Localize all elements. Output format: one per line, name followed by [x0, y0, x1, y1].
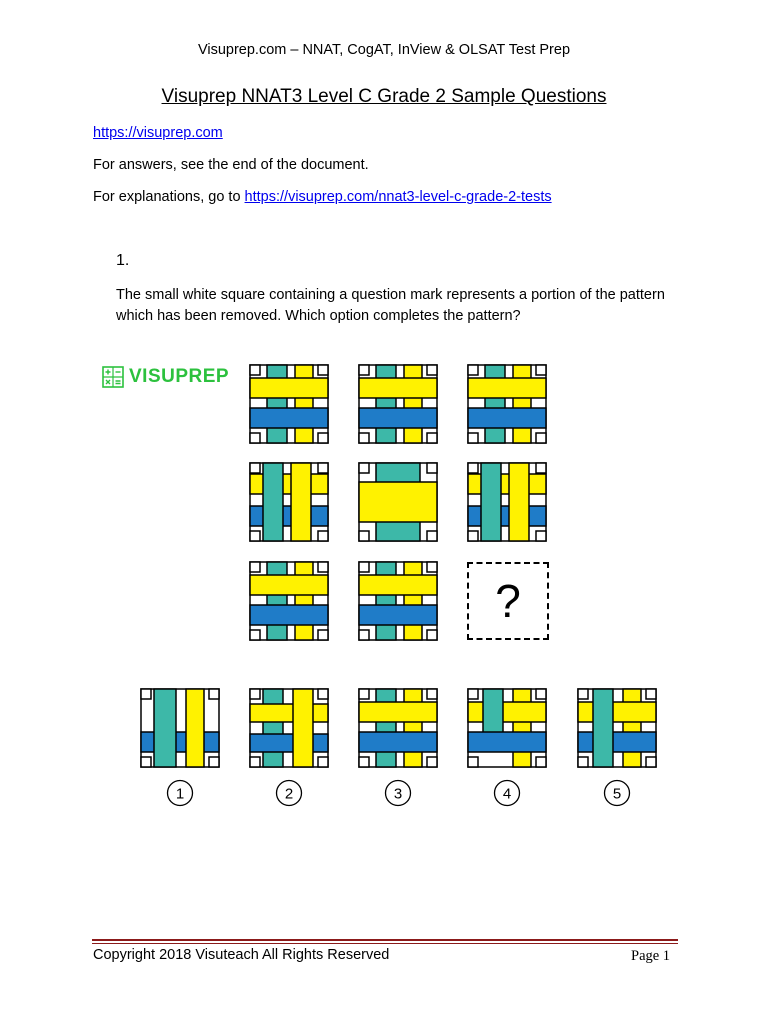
option-number: 3	[393, 785, 403, 803]
blue-horizontal-band	[250, 605, 328, 625]
pattern-graphic	[358, 462, 438, 542]
teal-vertical-strip	[263, 689, 283, 767]
corner-square	[427, 562, 437, 572]
grid-tile-r1c3	[467, 364, 547, 444]
blue-horizontal-band	[141, 732, 219, 752]
page-number: Page 1	[631, 948, 671, 964]
teal-vertical-strip	[593, 689, 613, 767]
footer-divider	[92, 939, 678, 945]
yellow-vertical-strip	[513, 365, 531, 443]
pattern-graphic	[467, 462, 547, 542]
pattern-graphic	[249, 688, 329, 768]
corner-square	[427, 463, 437, 473]
yellow-vertical-strip	[293, 689, 313, 767]
yellow-vertical-strip	[291, 463, 311, 541]
tile-background	[468, 689, 546, 767]
yellow-vertical-strip	[513, 689, 531, 767]
option-circle	[274, 778, 304, 808]
blue-horizontal-band	[578, 732, 656, 752]
blue-horizontal-band	[359, 732, 437, 752]
blue-horizontal-band	[359, 605, 437, 625]
pattern-graphic	[467, 688, 547, 768]
option-4-tile[interactable]	[467, 688, 547, 768]
corner-square	[536, 531, 546, 541]
blue-horizontal-band	[359, 408, 437, 428]
corner-square	[359, 630, 369, 640]
tile-background	[250, 365, 328, 443]
option-number: 1	[175, 785, 185, 803]
option-circle	[602, 778, 632, 808]
yellow-vertical-strip	[404, 689, 422, 767]
corner-square	[250, 531, 260, 541]
corner-square	[318, 630, 328, 640]
teal-vertical-strip	[481, 463, 501, 541]
option-circle	[165, 778, 195, 808]
teal-vertical-strip	[267, 365, 287, 443]
blue-horizontal-band	[250, 506, 328, 526]
option-number: 5	[612, 785, 622, 803]
yellow-block	[359, 482, 437, 522]
blue-horizontal-band	[468, 408, 546, 428]
yellow-vertical-strip	[404, 365, 422, 443]
corner-square	[359, 757, 369, 767]
corner-square	[536, 463, 546, 473]
corner-square	[359, 531, 369, 541]
grid-tile-r2c3	[467, 462, 547, 542]
blue-horizontal-band	[468, 506, 546, 526]
corner-square	[427, 630, 437, 640]
option-3-tile[interactable]	[358, 688, 438, 768]
corner-square	[427, 757, 437, 767]
yellow-horizontal-band	[578, 702, 656, 722]
corner-square	[427, 689, 437, 699]
corner-square	[468, 433, 478, 443]
option-number: 2	[284, 785, 294, 803]
corner-square	[318, 562, 328, 572]
yellow-vertical-strip	[404, 562, 422, 640]
answers-note: For answers, see the end of the document.	[93, 157, 369, 173]
corner-square	[250, 365, 260, 375]
explanations-link[interactable]: https://visuprep.com/nnat3-level-c-grade-2-tests	[244, 189, 552, 205]
yellow-horizontal-band	[250, 704, 328, 722]
corner-square	[318, 531, 328, 541]
yellow-vertical-strip	[186, 689, 204, 767]
corner-square	[250, 463, 260, 473]
option-circle	[383, 778, 413, 808]
corner-square	[646, 689, 656, 699]
corner-square	[209, 757, 219, 767]
corner-square	[427, 365, 437, 375]
corner-square	[318, 757, 328, 767]
copyright: Copyright 2018 Visuteach All Rights Reserved	[93, 947, 390, 963]
yellow-vertical-strip	[295, 365, 313, 443]
corner-square	[359, 689, 369, 699]
grid-tile-r1c1	[249, 364, 329, 444]
yellow-horizontal-band	[468, 474, 546, 494]
tile-background	[359, 689, 437, 767]
pattern-graphic	[249, 462, 329, 542]
teal-vertical-strip	[483, 689, 503, 733]
tile-background	[359, 562, 437, 640]
pattern-graphic	[249, 364, 329, 444]
tile-background	[578, 689, 656, 767]
teal-vertical-strip	[376, 689, 396, 767]
pattern-graphic	[467, 364, 547, 444]
corner-square	[646, 757, 656, 767]
yellow-horizontal-band	[359, 378, 437, 398]
grid-tile-r2c1	[249, 462, 329, 542]
corner-square	[250, 689, 260, 699]
option-1-label[interactable]	[165, 778, 195, 808]
yellow-horizontal-band	[250, 575, 328, 595]
corner-square	[359, 365, 369, 375]
question-text: The small white square containing a question mark represents a portion of the pattern which has been removed. Which option completes the pattern?	[116, 287, 665, 324]
corner-square	[427, 531, 437, 541]
corner-square	[141, 689, 151, 699]
page-title: Visuprep NNAT3 Level C Grade 2 Sample Questions	[161, 86, 607, 107]
blue-horizontal-band	[468, 732, 546, 752]
missing-piece-box	[467, 562, 549, 640]
pattern-graphic	[358, 688, 438, 768]
corner-square	[250, 630, 260, 640]
corner-square	[536, 689, 546, 699]
grid-tile-r3c2	[358, 561, 438, 641]
corner-square	[359, 433, 369, 443]
corner-square	[536, 365, 546, 375]
yellow-horizontal-band	[250, 378, 328, 398]
teal-vertical-strip	[376, 365, 396, 443]
option-5-tile[interactable]	[577, 688, 657, 768]
yellow-horizontal-band	[359, 575, 437, 595]
teal-vertical-strip	[263, 463, 283, 541]
site-link[interactable]: https://visuprep.com	[93, 125, 223, 141]
corner-square	[578, 689, 588, 699]
logo-text: VISUPREP	[129, 366, 230, 387]
yellow-vertical-strip	[295, 562, 313, 640]
corner-square	[250, 562, 260, 572]
tile-background	[468, 365, 546, 443]
site-link-line	[93, 125, 223, 141]
pattern-graphic	[358, 364, 438, 444]
corner-square	[318, 365, 328, 375]
yellow-vertical-strip	[623, 689, 641, 767]
corner-square	[359, 562, 369, 572]
explanations-line	[93, 189, 552, 205]
tile-background	[250, 689, 328, 767]
page-header: Visuprep.com – NNAT, CogAT, InView & OLSAT Test Prep	[197, 42, 571, 58]
pattern-graphic	[358, 561, 438, 641]
pattern-graphic	[577, 688, 657, 768]
blue-horizontal-band	[250, 734, 328, 752]
question-number: 1.	[116, 252, 130, 269]
yellow-horizontal-band	[468, 378, 546, 398]
corner-square	[468, 365, 478, 375]
corner-square	[141, 757, 151, 767]
corner-square	[536, 433, 546, 443]
corner-square	[468, 531, 478, 541]
corner-square	[318, 433, 328, 443]
grid-tile-r2c2	[358, 462, 438, 542]
tile-background	[359, 365, 437, 443]
blue-horizontal-band	[250, 408, 328, 428]
corner-square	[318, 463, 328, 473]
corner-square	[250, 757, 260, 767]
grid-tile-r3c1	[249, 561, 329, 641]
teal-vertical-strip	[376, 562, 396, 640]
calculator-icon	[102, 366, 124, 388]
yellow-vertical-strip	[509, 463, 529, 541]
corner-square	[359, 463, 369, 473]
yellow-horizontal-band	[468, 702, 546, 722]
tile-background	[141, 689, 219, 767]
yellow-horizontal-band	[359, 702, 437, 722]
yellow-horizontal-band	[250, 474, 328, 494]
teal-vertical-strip	[267, 562, 287, 640]
option-circle	[492, 778, 522, 808]
option-3-label[interactable]	[383, 778, 413, 808]
visuprep-logo	[102, 366, 229, 388]
corner-square	[578, 757, 588, 767]
corner-square	[468, 689, 478, 699]
corner-square	[427, 433, 437, 443]
teal-vertical-strip	[485, 365, 505, 443]
option-number: 4	[502, 785, 512, 803]
question-mark: ?	[495, 575, 521, 627]
pattern-graphic	[249, 561, 329, 641]
corner-square	[536, 757, 546, 767]
corner-square	[250, 433, 260, 443]
option-5-label[interactable]	[602, 778, 632, 808]
corner-square	[468, 463, 478, 473]
corner-square	[318, 689, 328, 699]
teal-vertical-strip	[154, 689, 176, 767]
corner-square	[468, 757, 478, 767]
pattern-graphic	[140, 688, 220, 768]
option-1-tile[interactable]	[140, 688, 220, 768]
corner-square	[209, 689, 219, 699]
option-2-label[interactable]	[274, 778, 304, 808]
tile-background	[250, 562, 328, 640]
explanations-prefix: For explanations, go to	[93, 189, 245, 205]
option-4-label[interactable]	[492, 778, 522, 808]
option-2-tile[interactable]	[249, 688, 329, 768]
grid-tile-r1c2	[358, 364, 438, 444]
